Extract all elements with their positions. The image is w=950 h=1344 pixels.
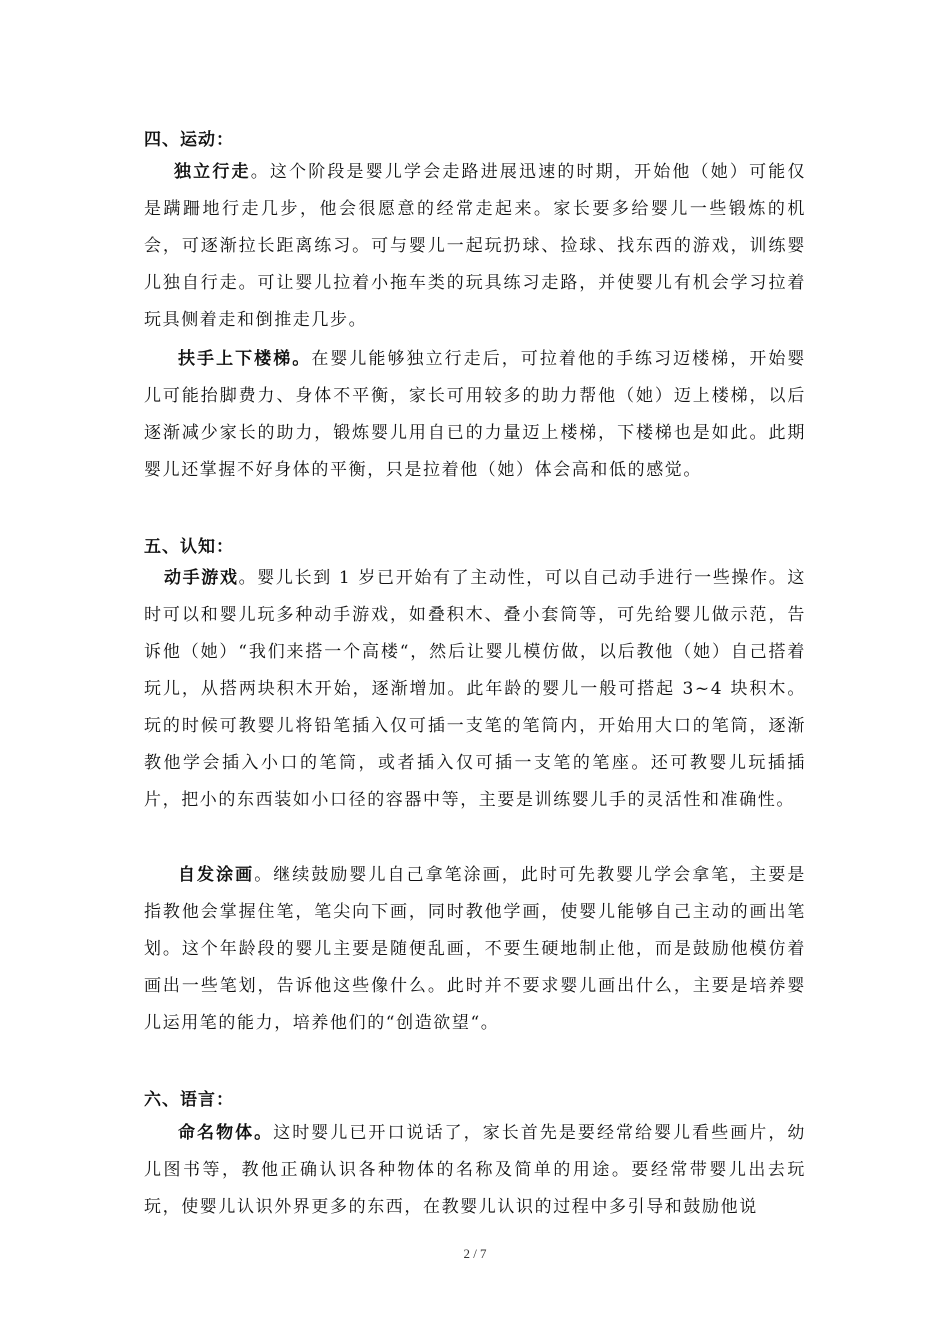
paragraph-body-free-drawing: 。继续鼓励婴儿自己拿笔涂画，此时可先教婴儿学会拿笔，主要是指教他会掌握住笔，笔尖向下画，同时教他学画，使婴儿能够自己主动的画出笔划。这个年龄段的婴儿主要是随便乱画，不要生硬地制止他，而是鼓励他模仿着画出一些笔划，告诉他这些像什么。此时并不要求婴儿画出什么，主要是培养婴儿运用笔的能力，培养他们的“创造欲望“。: [144, 865, 806, 1033]
section-heading-motion: 四、运动：: [144, 130, 234, 150]
paragraph-body-hands-on-games: 。婴儿长到 1 岁已开始有了主动性，可以自己动手进行一些操作。这时可以和婴儿玩多种动手游戏，如叠积木、叠小套筒等，可先给婴儿做示范，告诉他（她）“我们来搭一个高楼“，然后让婴儿模仿做，以后教他（她）自己搭着玩儿，从搭两块积木开始，逐渐增加。此年龄的婴儿一般可搭起 3~4 块积木。玩的时候可教婴儿将铅笔插入仅可插一支笔的笔筒内，开始用大口的笔筒，逐渐教他学会插入小口的笔筒，或者插入仅可插一支笔的笔座。还可教婴儿玩插插片，把小的东西装如小口径的容器中等，主要是训练婴儿手的灵活性和准确性。: [144, 568, 806, 810]
paragraph-naming-objects: [144, 1115, 806, 1226]
paragraph-body-naming-objects: 这时婴儿已开口说话了，家长首先是要经常给婴儿看些画片，幼儿图书等，教他正确认识各种物体的名称及简单的用途。要经常带婴儿出去玩玩，使婴儿认识外界更多的东西，在教婴儿认识的过程中多引导和鼓励他说: [144, 1123, 806, 1217]
paragraph-hands-on-games: [144, 560, 806, 819]
section-heading-cognition: 五、认知：: [144, 537, 234, 557]
paragraph-lead-free-drawing: 自发涂画: [178, 865, 255, 885]
paragraph-body-stairs: 在婴儿能够独立行走后，可拉着他的手练习迈楼梯，开始婴儿可能抬脚费力、身体不平衡，家长可用较多的助力帮他（她）迈上楼梯，以后逐渐减少家长的助力，锻炼婴儿用自已的力量迈上楼梯，下楼梯也是如此。此期婴儿还掌握不好身体的平衡，只是拉着他（她）体会高和低的感觉。: [144, 349, 806, 480]
paragraph-free-drawing: [144, 857, 806, 1042]
paragraph-body-independent-walking: 。这个阶段是婴儿学会走路进展迅速的时期，开始他（她）可能仅是蹒跚地行走几步，他会很愿意的经常走起来。家长要多给婴儿一些锻炼的机会，可逐渐拉长距离练习。可与婴儿一起玩扔球、捡球、找东西的游戏，训练婴儿独自行走。可让婴儿拉着小拖车类的玩具练习走路，并使婴儿有机会学习拉着玩具侧着走和倒推走几步。: [144, 162, 806, 330]
paragraph-lead-stairs: 扶手上下楼梯。: [178, 349, 312, 369]
paragraph-lead-independent-walking: 独立行走: [174, 162, 251, 182]
paragraph-lead-hands-on-games: 动手游戏: [164, 568, 239, 588]
section-heading-language: 六、语言：: [144, 1090, 234, 1110]
page-number: 2 / 7: [463, 1246, 487, 1261]
paragraph-independent-walking: [144, 154, 806, 339]
paragraph-stairs: [144, 341, 806, 489]
paragraph-lead-naming-objects: 命名物体。: [178, 1123, 274, 1143]
